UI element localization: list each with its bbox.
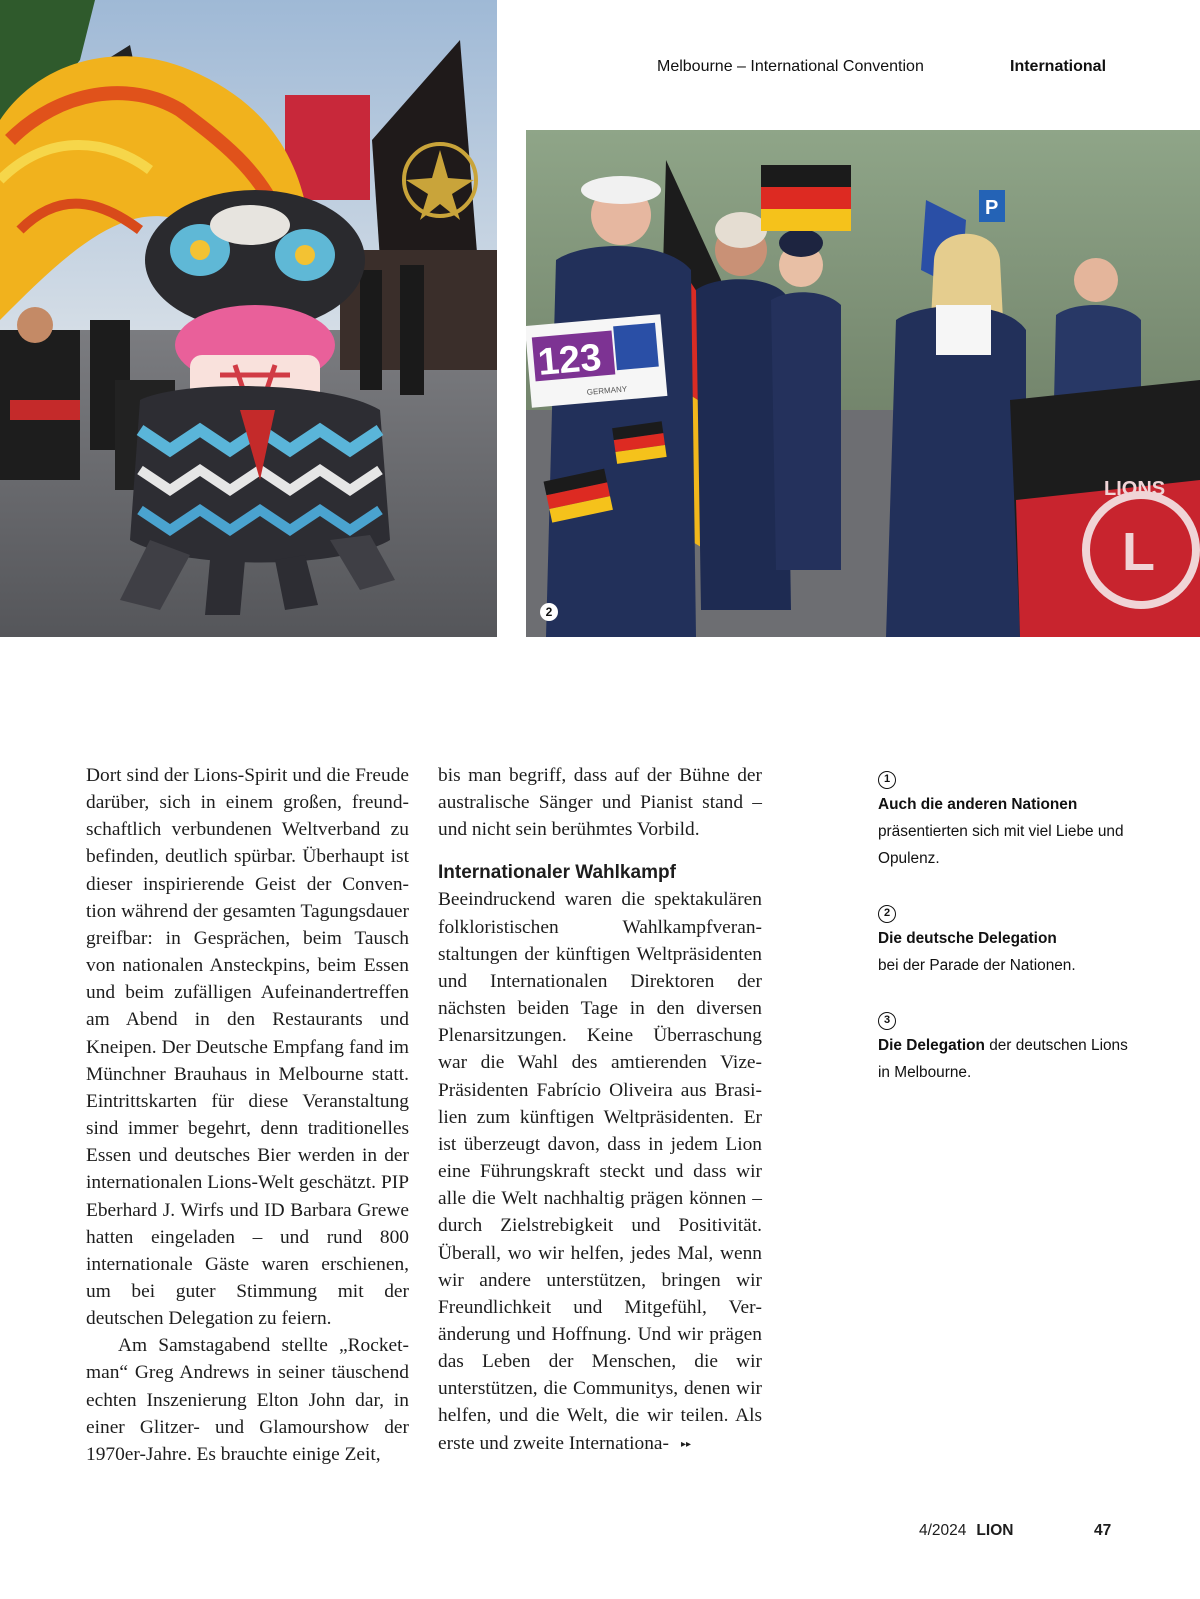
- article-paragraph: Am Samstagabend stellte „Rocketman“ Greg Andrews in seiner täuschend echten Inszenierung Elton John dar, in einer Glitzer- und Glamourshow der 1970er-Jahre. Es brauchte einige Zeit,: [86, 1335, 409, 1465]
- caption-number-icon: 3: [878, 1012, 896, 1030]
- photo-captions: [878, 764, 1138, 1112]
- caption-title: Auch die anderen Nationen: [878, 796, 1078, 813]
- issue-number: 4/2024: [919, 1522, 967, 1539]
- caption-text: der deutschen Lions in Melbourne.: [878, 1037, 1128, 1081]
- lions-flag-text: LIONS: [1104, 478, 1166, 500]
- section-heading: Internationaler Wahlkampf: [438, 862, 676, 884]
- photo-german-delegation: [526, 130, 1200, 637]
- photo-dragon-lion-dance: [0, 0, 497, 637]
- article-paragraph: Dort sind der Lions-Spirit und die Freude darüber, sich in einem großen, freundschaftlich verbundenen Weltverband zu befinden, deutlich spürbar. Überhaupt ist dieser inspirierende Geist der Convention während der gesamten Tagungsdauer greifbar: in Gesprächen, beim Tausch von nationalen Ansteckpins, beim Essen und beim zufälligen Aufeinandertreffen am Abend in den Restaurants und Kneipen. Der Deutsche Empfang fand im Münchner Brauhaus in Melbourne statt. Eintrittskarten für diese Veranstaltung sind immer begehrt, denn traditionelles Essen und deutsches Bier werden in der internationalen Lions-Welt geschätzt. PIP Eberhard J. Wirfs und ID Barbara Grewe hatten eingeladen – und rund 800 internationale Gäste waren erschienen, um bei guter Stimmung mit der deutschen Delegation zu feiern.: [86, 765, 409, 1330]
- article-paragraph-with-marker: [438, 886, 762, 1457]
- article-column-2: [438, 762, 762, 1458]
- running-head-category: International: [1010, 58, 1107, 75]
- continue-arrow-icon: ▸▸: [680, 1438, 692, 1450]
- photo-number-badge: 2: [540, 603, 558, 621]
- magazine-name: LION: [976, 1522, 1014, 1539]
- caption-2: [878, 898, 1138, 979]
- caption-1: [878, 764, 1138, 872]
- svg-text:P: P: [985, 197, 999, 219]
- caption-number-icon: 1: [878, 771, 896, 789]
- lions-flag-letter: L: [1122, 522, 1155, 582]
- delegation-sign-number: 123: [536, 336, 604, 384]
- caption-text: bei der Parade der Nationen.: [878, 957, 1076, 974]
- caption-text: präsentierten sich mit viel Liebe und Opulenz.: [878, 823, 1124, 867]
- caption-3: [878, 1005, 1138, 1086]
- delegation-sign-country: GERMANY: [586, 384, 628, 397]
- page-number: 47: [1094, 1522, 1112, 1539]
- running-head-section: Melbourne – International Convention: [657, 58, 924, 75]
- caption-title: Die deutsche Delegation: [878, 930, 1057, 947]
- article-paragraph: bis man begriff, dass auf der Bühne der australische Sänger und Pianist stand – und nicht sein berühmtes Vorbild.: [438, 765, 762, 841]
- footer-issue: [919, 1522, 1013, 1540]
- article-paragraph: Beeindruckend waren die spektakulären folkloristischen Wahlkampfveranstaltungen der künftigen Weltpräsidenten und Internationalen Direktoren der nächsten beiden Tage in den diversen Plenarsitzungen. Keine Überraschung war die Wahl des amtierenden VizePräsidenten Fabrício Oliveira aus Brasilien zum künftigen Weltpräsidenten. Er ist überzeugt davon, dass in jedem Lion eine Führungskraft steckt und dass wir alle die Welt nachhaltig prägen können – durch Zielstrebigkeit und Positivität. Überall, wo wir helfen, jedes Mal, wenn wir andere unterstützen, bringen wir Freundlichkeit und Mitgefühl, Veränderung und Hoffnung. Und wir prägen das Leben der Menschen, die wir unterstützen, die Communitys, denen wir helfen, und die Welt, die wir teilen. Als erste und zweite Internationa-: [438, 889, 762, 1454]
- caption-number-icon: 2: [878, 905, 896, 923]
- article-column-1: [86, 762, 409, 1468]
- caption-title: Die Delegation: [878, 1037, 985, 1054]
